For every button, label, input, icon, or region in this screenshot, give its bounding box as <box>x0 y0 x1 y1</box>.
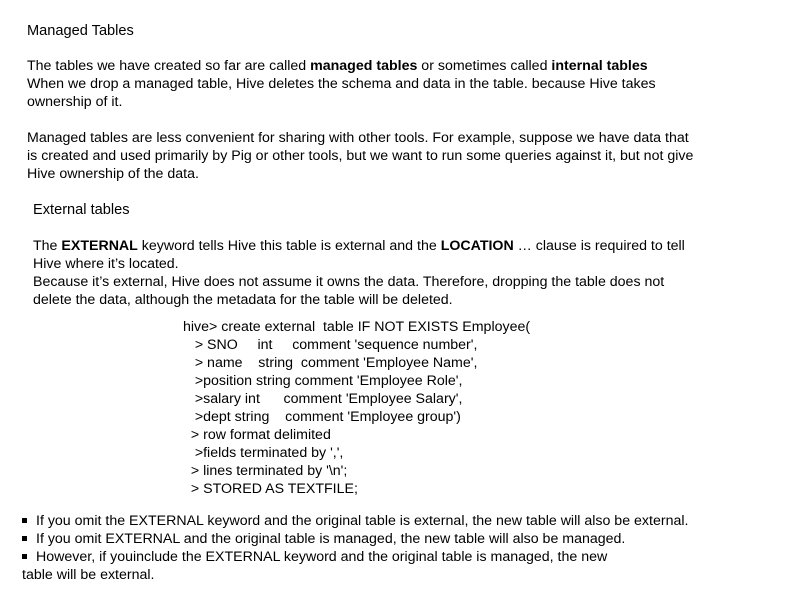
managed-tables-heading: Managed Tables <box>27 23 134 39</box>
managed-p2-line-2: is created and used primarily by Pig or other tools, but we want to run some queries against it, but not give <box>27 148 694 164</box>
square-bullet-icon <box>22 554 27 559</box>
bullet-item: However, if youinclude the EXTERNAL keyword and the original table is managed, the new <box>22 548 607 566</box>
external-line-4: delete the data, although the metadata for the table will be deleted. <box>33 292 453 308</box>
term-internal-tables: internal tables <box>551 58 648 74</box>
keyword-location: LOCATION <box>440 238 514 254</box>
code-line: > name string comment 'Employee Name', <box>183 355 478 371</box>
square-bullet-icon <box>22 518 27 523</box>
managed-paragraph-1 <box>27 57 656 111</box>
external-paragraph <box>33 237 685 309</box>
managed-p1-line-3: ownership of it. <box>27 94 123 110</box>
external-line-3: Because it’s external, Hive does not assume it owns the data. Therefore, dropping the table does not <box>33 274 665 290</box>
managed-paragraph-2 <box>27 129 693 183</box>
code-line: > STORED AS TEXTFILE; <box>183 481 358 497</box>
code-line: > SNO int comment 'sequence number', <box>183 337 478 353</box>
square-bullet-icon <box>22 536 27 541</box>
hive-create-table-code <box>183 318 530 498</box>
code-line: >fields terminated by ',', <box>183 445 344 461</box>
external-line-2: Hive where it’s located. <box>33 256 179 272</box>
managed-p1-line-1: The tables we have created so far are called managed tables or sometimes called internal tables <box>27 58 648 74</box>
bullet-item: If you omit the EXTERNAL keyword and the original table is external, the new table will also be external. <box>22 512 688 530</box>
term-managed-tables: managed tables <box>310 58 418 74</box>
external-tables-heading: External tables <box>33 202 130 218</box>
code-line: >dept string comment 'Employee group') <box>183 409 461 425</box>
code-line: > lines terminated by '\n'; <box>183 463 348 479</box>
external-line-1: The EXTERNAL keyword tells Hive this table is external and the LOCATION … clause is required to tell <box>33 238 685 254</box>
bullet-item-continuation: table will be external. <box>22 567 155 583</box>
keyword-external: EXTERNAL <box>61 238 138 254</box>
bullet-item: If you omit EXTERNAL and the original table is managed, the new table will also be managed. <box>22 530 625 548</box>
managed-p2-line-1: Managed tables are less convenient for sharing with other tools. For example, suppose we have data that <box>27 130 689 146</box>
code-line: hive> create external table IF NOT EXISTS Employee( <box>183 319 531 335</box>
managed-p1-line-2: When we drop a managed table, Hive deletes the schema and data in the table. because Hive takes <box>27 76 656 92</box>
code-line: > row format delimited <box>183 427 331 443</box>
code-line: >salary int comment 'Employee Salary', <box>183 391 463 407</box>
code-line: >position string comment 'Employee Role', <box>183 373 463 389</box>
managed-p2-line-3: Hive ownership of the data. <box>27 166 199 182</box>
